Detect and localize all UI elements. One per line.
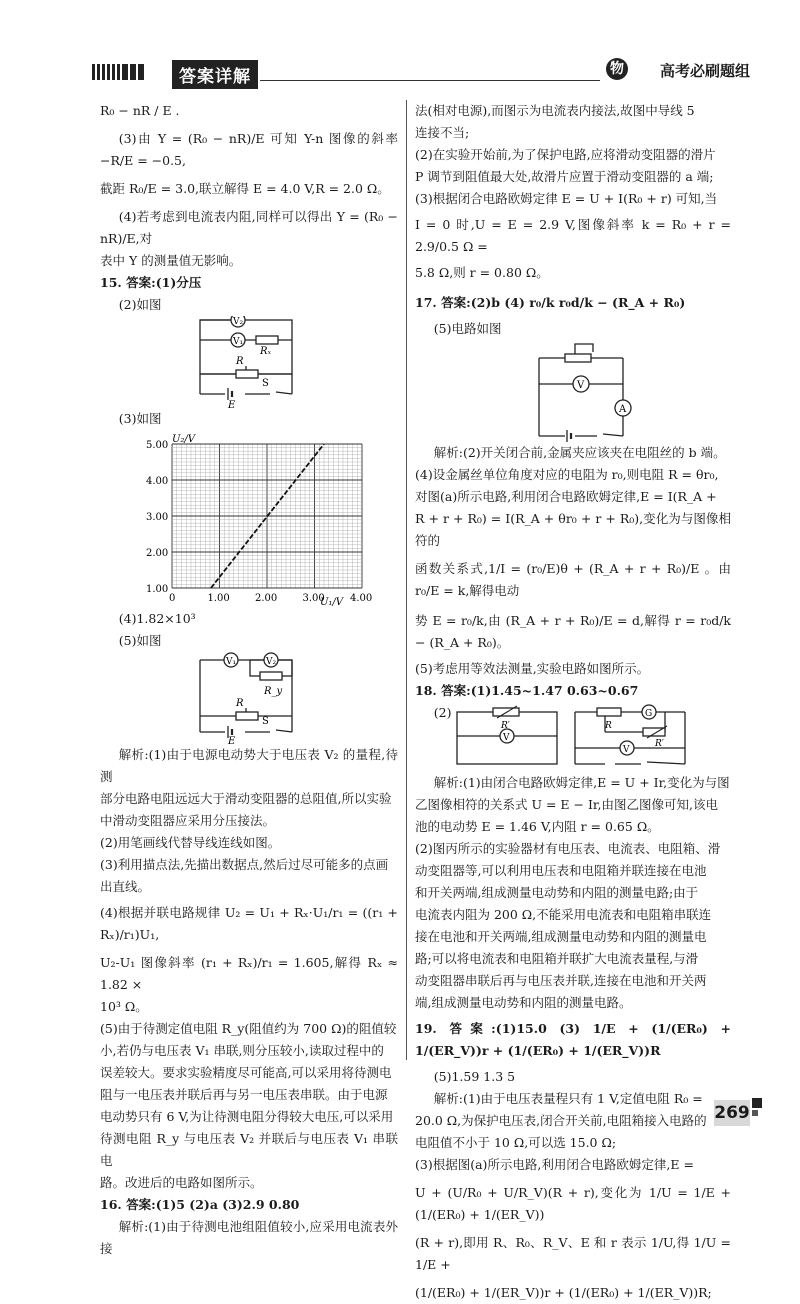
- text-line: (3)由 Y = (R₀ − nR)/E 可知 Y-n 图像的斜率 −R/E = −0.5,: [100, 131, 398, 168]
- text-line: 待测电阻 R_y 与电压表 V₂ 并联后与电压表 V₁ 串联电: [100, 1131, 398, 1168]
- text-line: (4)设金属丝单位角度对应的电阻为 r₀,则电阻 R = θr₀,: [415, 467, 719, 482]
- text-line: (1/(ER₀) + 1/(ER_V))r + (1/(ER₀) + 1/(ER_V))R;: [415, 1285, 712, 1300]
- subject-label: 物理: [606, 58, 628, 80]
- resistance-box-label: R′: [655, 739, 664, 749]
- ry-label: R_y: [264, 686, 283, 697]
- switch-label: S: [262, 378, 269, 389]
- text-line: 路。改进后的电路如图所示。: [100, 1175, 263, 1190]
- y-tick-label: 3.00: [146, 512, 169, 523]
- text-line: (5)如图: [118, 633, 162, 648]
- text-line: 动变阻器串联后再与电压表并联,连接在电池和开关两: [415, 973, 707, 988]
- voltmeter-label: V: [577, 380, 585, 391]
- circuit-diagrams-18-2: [415, 704, 731, 772]
- text-line: (5)电路如图: [433, 321, 502, 336]
- page-number: 269: [714, 1100, 750, 1126]
- text-line: 出直线。: [100, 879, 151, 894]
- x-tick-label: 2.00: [255, 593, 278, 604]
- y-tick-label: 4.00: [146, 476, 169, 487]
- header-rule: [260, 80, 600, 81]
- text-line: 法(相对电源),而图示为电流表内接法,故图中导线 5: [415, 103, 695, 118]
- galvanometer-label: G: [645, 709, 653, 719]
- ammeter-label: A: [619, 404, 627, 415]
- text-line: 误差较大。要求实验精度尽可能高,可以采用将待测电: [100, 1065, 392, 1080]
- u2-u1-graph: [100, 430, 398, 608]
- r-label: R: [236, 698, 244, 709]
- text-line: (3)根据闭合电路欧姆定律 E = U + I(R₀ + r) 可知,当: [415, 191, 718, 206]
- text-line: 电动势只有 6 V,为让待测电阻分得较大电压,可以采用: [100, 1109, 394, 1124]
- y-axis-label: U₂/V: [172, 434, 196, 445]
- v1-label: V₁: [233, 337, 244, 347]
- r-label: R: [605, 721, 612, 731]
- v2-label: V₂: [233, 317, 244, 327]
- circuit-diagram-15-2: [100, 316, 398, 408]
- text-line: 势 E = r₀/k,由 (R_A + r + R₀)/E = d,解得 r = r₀d/k − (R_A + R₀)。: [415, 613, 731, 650]
- text-line: 函数关系式,1/I = (r₀/E)θ + (R_A + r + R₀)/E 。由 r₀/E = k,解得电动: [415, 561, 731, 598]
- circuit-diagram-17-5: [415, 340, 731, 442]
- text-line: (2)图丙所示的实验器材有电压表、电流表、电阻箱、滑: [415, 841, 721, 856]
- text-line: 5.8 Ω,则 r = 0.80 Ω。: [415, 265, 549, 280]
- resistance-box-label: R′: [501, 721, 510, 731]
- text-line: R + r + R₀) = I(R_A + θr₀ + r + R₀),变化为与图像相符的: [415, 511, 731, 548]
- r-label: R: [236, 356, 244, 367]
- text-line: (4)1.82×10³: [118, 611, 196, 626]
- text-line: (2)在实验开始前,为了保护电路,应将滑动变阻器的滑片: [415, 147, 716, 162]
- text-line: 连接不当;: [415, 125, 470, 140]
- text-line: (3)利用描点法,先描出数据点,然后过尽可能多的点画: [100, 857, 389, 872]
- text-line: (5)考虑用等效法测量,实验电路如图所示。: [415, 661, 650, 676]
- question-17-answer: 17. 答案:(2)b (4) r₀/k r₀d/k − (R_A + R₀): [415, 295, 686, 310]
- text-line: 小,若仍与电压表 V₁ 串联,则分压较小,读取过程中的: [100, 1043, 384, 1058]
- column-divider: [406, 100, 407, 1060]
- voltmeter-label: V: [623, 745, 630, 755]
- corner-decoration: [752, 1110, 758, 1116]
- text-line: (4)若考虑到电流表内阻,同样可以得出 Y = (R₀ − nR)/E,对: [100, 209, 398, 246]
- question-15-answer: 15. 答案:(1)分压: [100, 275, 202, 290]
- switch-label: S: [262, 716, 269, 727]
- corner-decoration: [752, 1098, 762, 1108]
- v1-label: V₁: [226, 657, 237, 667]
- y-tick-label: 1.00: [146, 584, 169, 595]
- x-tick-label: 4.00: [350, 593, 373, 604]
- v2-label: V₂: [266, 657, 277, 667]
- text-line: 解析:(1)由闭合电路欧姆定律,E = U + Ir,变化为与图: [433, 775, 730, 790]
- x-tick-label: 1.00: [207, 593, 230, 604]
- text-line: 路;可以将电流表和电阻箱并联扩大电流表量程,与滑: [415, 951, 699, 966]
- circuit-diagram-15-5: [100, 652, 398, 744]
- text-line: 阻与一电压表并联后再与另一电压表串联。由于电源: [100, 1087, 388, 1102]
- text-line: 端,组成测量电动势和内阻的测量电路。: [415, 995, 632, 1010]
- text-line: 中滑动变阻器应采用分压接法。: [100, 813, 276, 828]
- emf-label: E: [228, 400, 236, 408]
- subject-badge: [606, 58, 630, 99]
- text-line: 乙图像相符的关系式 U = E − Ir,由图乙图像可知,该电: [415, 797, 718, 812]
- text-line: (3)根据图(a)所示电路,利用闭合电路欧姆定律,E =: [415, 1157, 694, 1172]
- text-line: (R + r),即用 R、R₀、R_V、E 和 r 表示 1/U,得 1/U = 1/E +: [415, 1235, 731, 1272]
- x-tick-label: 0: [169, 593, 176, 604]
- text-line: (2)用笔画线代替导线连线如图。: [100, 835, 281, 850]
- text-line: 截距 R₀/E = 3.0,联立解得 E = 4.0 V,R = 2.0 Ω。: [100, 181, 390, 196]
- text-line: 表中 Y 的测量值无影响。: [100, 253, 242, 268]
- text-line: 解析:(1)由于电压表量程只有 1 V,定值电阻 R₀ =: [433, 1091, 703, 1106]
- text-line: U + (U/R₀ + U/R_V)(R + r),变化为 1/U = 1/E + (1/(ER₀) + 1/(ER_V)): [415, 1185, 731, 1222]
- y-tick-label: 2.00: [146, 548, 169, 559]
- y-tick-label: 5.00: [146, 440, 169, 451]
- text-line: 解析:(2)开关闭合前,金属夹应该夹在电阻丝的 b 端。: [433, 445, 726, 460]
- text-line: 部分电路电阻远远大于滑动变阻器的总阻值,所以实验: [100, 791, 392, 806]
- text-line: (4)根据并联电路规律 U₂ = U₁ + Rₓ·U₁/r₁ = ((r₁ + Rₓ)/r₁)U₁,: [100, 905, 398, 942]
- text-line: 解析:(1)由于待测电池组阻值较小,应采用电流表外接: [100, 1219, 398, 1256]
- question-18-answer: 18. 答案:(1)1.45~1.47 0.63~0.67: [415, 683, 639, 698]
- voltmeter-label: V: [503, 733, 510, 743]
- text-line: 对图(a)所示电路,利用闭合电路欧姆定律,E = I(R_A +: [415, 489, 717, 504]
- text-line: 动变阻器等,可以利用电压表和电阻箱并联连接在电池: [415, 863, 707, 878]
- text-line: 和开关两端,组成测量电动势和内阻的测量电路;由于: [415, 885, 699, 900]
- text-line: P 调节到阻值最大处,故滑片应置于滑动变阻器的 a 端;: [415, 169, 714, 184]
- text-line: 池的电动势 E = 1.46 V,内阻 r = 0.65 Ω。: [415, 819, 660, 834]
- text-line: (2)如图: [118, 297, 162, 312]
- text-line: R₀ − nR / E .: [100, 103, 180, 118]
- left-column: [100, 100, 398, 1260]
- emf-label: E: [228, 736, 236, 744]
- text-line: U₂-U₁ 图像斜率 (r₁ + Rₓ)/r₁ = 1.605,解得 Rₓ ≈ 1.82 ×: [100, 955, 398, 992]
- text-line: 电流表内阻为 200 Ω,不能采用电流表和电阻箱串联连: [415, 907, 712, 922]
- question-19-answer: 19. 答案:(1)15.0 (3) 1/E + (1/(ER₀) + 1/(ER_V))r + (1/(ER₀) + 1/(ER_V))R: [415, 1021, 731, 1058]
- section-title: 答案详解: [172, 60, 258, 89]
- text-line: 解析:(1)由于电源电动势大于电压表 V₂ 的量程,待测: [100, 747, 398, 784]
- question-16-answer: 16. 答案:(1)5 (2)a (3)2.9 0.80: [100, 1197, 300, 1212]
- text-line: (5)1.59 1.3 5: [433, 1069, 516, 1084]
- text-line: (5)由于待测定值电阻 R_y(阻值约为 700 Ω)的阻值较: [100, 1021, 397, 1036]
- page-header: [0, 52, 800, 99]
- text-line: 20.0 Ω,为保护电压表,闭合开关前,电阻箱接入电路的: [415, 1113, 707, 1128]
- text-line: 电阻值不小于 10 Ω,可以选 15.0 Ω;: [415, 1135, 617, 1150]
- text-line: I = 0 时,U = E = 2.9 V,图像斜率 k = R₀ + r = 2.9/0.5 Ω =: [415, 217, 731, 254]
- x-axis-label: U₁/V: [320, 597, 344, 608]
- header-bars-decoration: [92, 64, 146, 80]
- text-line: 10³ Ω。: [100, 999, 148, 1014]
- x-tick-label: 3.00: [302, 593, 325, 604]
- text-line: (2): [433, 705, 452, 720]
- rx-label: Rₓ: [260, 346, 272, 357]
- text-line: 接在电池和开关两端,组成测量电动势和内阻的测量电: [415, 929, 707, 944]
- text-line: (3)如图: [118, 411, 162, 426]
- right-column: [415, 100, 731, 1304]
- book-title: 高考必刷题组: [660, 62, 751, 80]
